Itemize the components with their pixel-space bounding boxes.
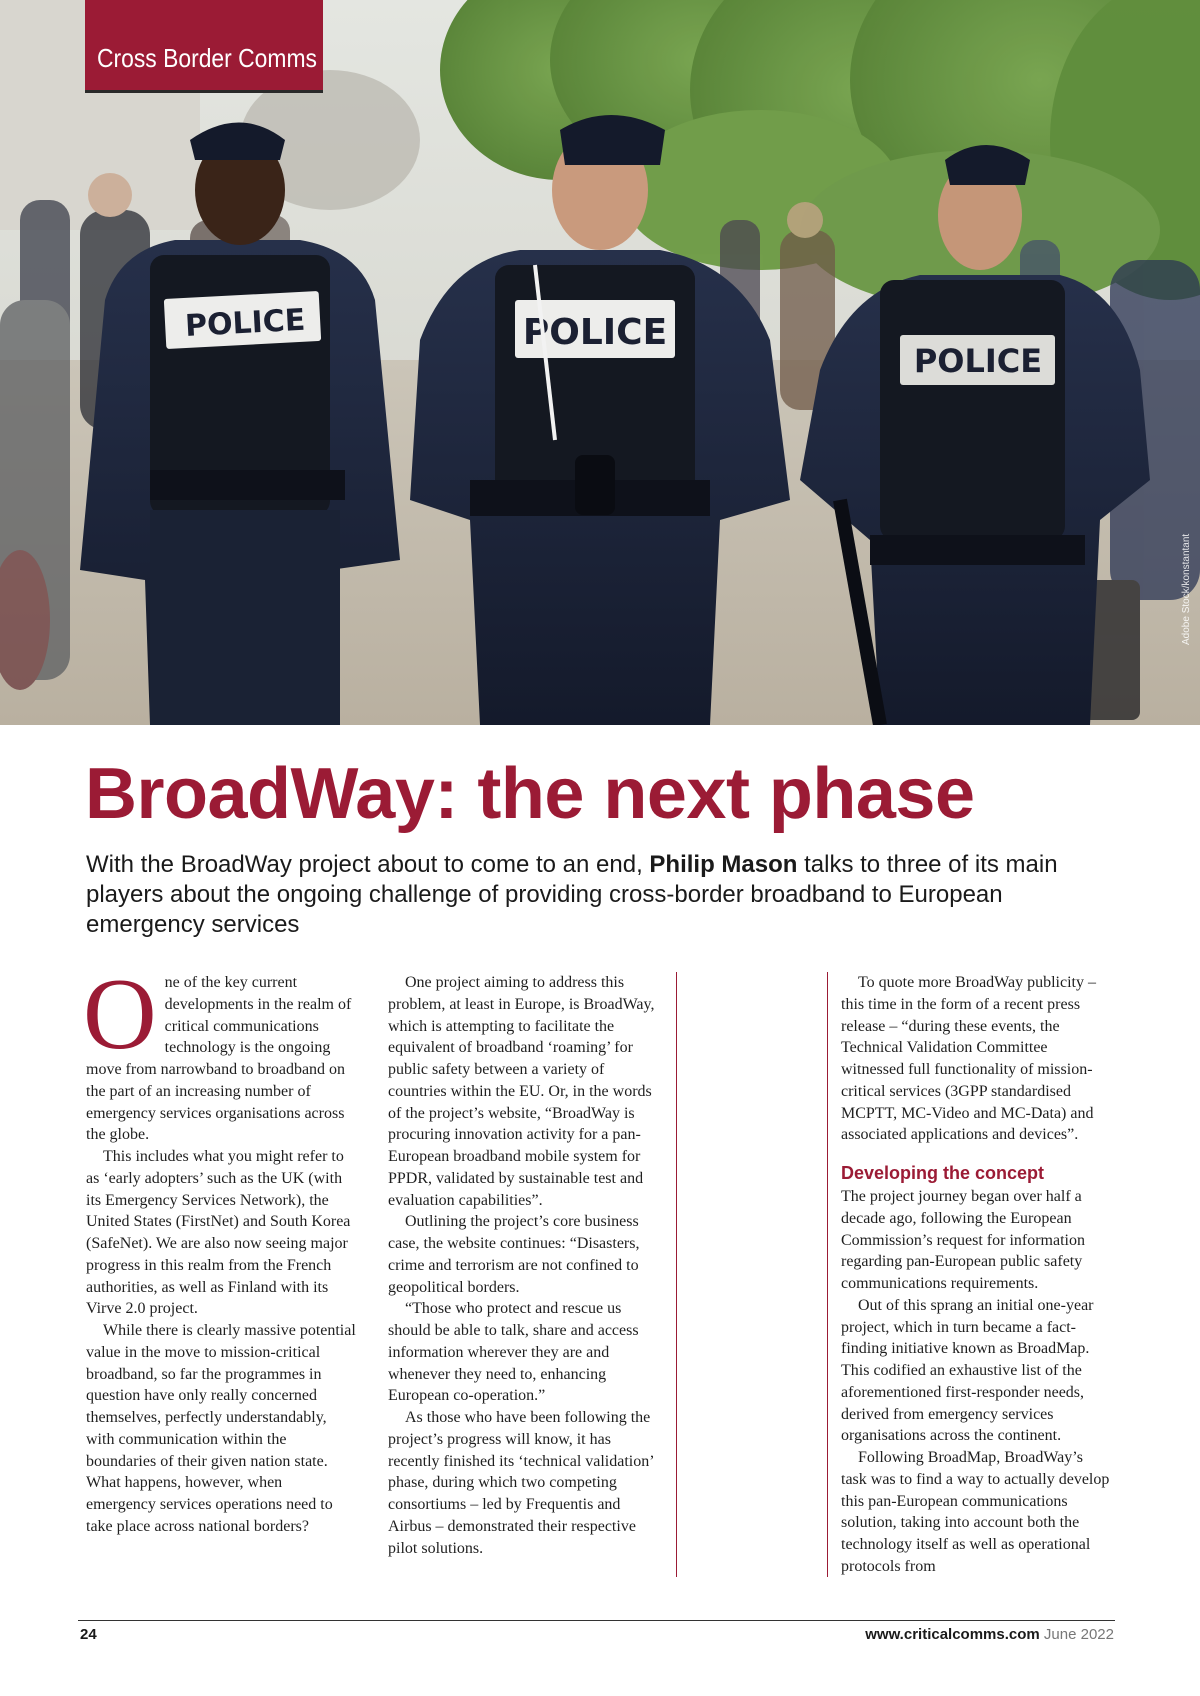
article-headline: BroadWay: the next phase [85,754,975,834]
body-column-3 [841,972,1111,1578]
svg-text:POLICE: POLICE [522,312,668,353]
body-column-2 [388,972,658,1559]
body-paragraph: The project journey began over half a decade ago, following the European Commission’s request for information regarding pan-European public safety communications requirements. [841,1188,1085,1292]
drop-cap: O [83,958,157,1071]
section-tab [85,0,323,93]
footer-rule [78,1620,1115,1621]
issue-date: June 2022 [1043,1626,1114,1643]
body-paragraph: Out of this sprang an initial one-year project, which in turn became a fact-finding initiative known as BroadMap. This codified an exhaustive list of the aforementioned first-responder needs, derived from emergency services organisations across the continent. [841,1296,1094,1445]
photo-credit: Adobe Stock/konstantant [1181,533,1192,645]
author-name: Philip Mason [649,851,798,878]
body-paragraph: This includes what you might refer to as ‘early adopters’ such as the UK (with its Emergency Services Network), the United States (FirstNet) and South Korea (SafeNet). We are also now seeing major progress in this realm from the French authorities, as well as Finland with its Virve 2.0 project. [86,1148,351,1318]
section-label: Cross Border Comms [97,43,317,73]
svg-text:POLICE: POLICE [913,342,1043,380]
body-paragraph: “Those who protect and rescue us should be able to talk, share and access information wherever they are and whenever they need to, enhancing European co-operation.” [388,1300,639,1405]
svg-text:POLICE: POLICE [184,302,307,344]
body-paragraph: While there is clearly massive potential value in the move to mission-critical broadband, so far the programmes in question have only really concerned themselves, perfectly understandably, with communication within the boundaries of their given nation state. What happens, however, when emergency services operations need to take place across national borders? [86,1322,356,1535]
police-officers-illustration [0,0,1200,725]
body-paragraph: As those who have been following the project’s progress will know, it has recently finished its ‘technical validation’ phase, during which two competing consortiums – led by Frequentis and Airbus – demonstrated their respective pilot solutions. [388,1409,654,1557]
subheading: Developing the concept [841,1163,1045,1183]
body-column-1 [83,958,356,1538]
body-paragraph: To quote more BroadWay publicity – this time in the form of a recent press release – “during these events, the Technical Validation Committee witnessed full functionality of mission-critical services (3GPP standardised MCPTT, MC-Video and MC-Data) and associated applications and devices”. [841,974,1096,1144]
body-paragraph: Following BroadMap, BroadWay’s task was to find a way to actually develop this pan-European communications solution, taking into account both the technology itself as well as operational protocols from [841,1449,1110,1575]
website-link[interactable]: www.criticalcomms.com [865,1626,1040,1643]
column-divider [676,972,677,1577]
article-standfirst [86,850,1106,940]
body-paragraph: One of the key current developments in the realm of critical communications technology is the ongoing move from narrowband to broadband on the part of an increasing number of emergency services organisations across the globe. [83,958,352,1144]
footer-info [865,1626,1114,1643]
hero-photo [0,0,1200,725]
standfirst-after: talks to three of its main players about the ongoing challenge of providing cross-border broadband to European emergency services [86,851,1058,938]
body-paragraph: Outlining the project’s core business case, the website continues: “Disasters, crime and terrorism are not confined to geopolitical borders. [388,1213,640,1296]
body-paragraph: One project aiming to address this problem, at least in Europe, is BroadWay, which is attempting to facilitate the equivalent of broadband ‘roaming’ for public safety between a variety of countries within the EU. Or, in the words of the project’s website, “BroadWay is procuring innovation activity for a pan-European broadband mobile system for PPDR, validated by sustainable test and evaluation capabilities”. [388,974,655,1209]
page-number: 24 [80,1626,97,1643]
column-divider [827,972,828,1577]
standfirst-before: With the BroadWay project about to come to an end, [86,851,650,878]
